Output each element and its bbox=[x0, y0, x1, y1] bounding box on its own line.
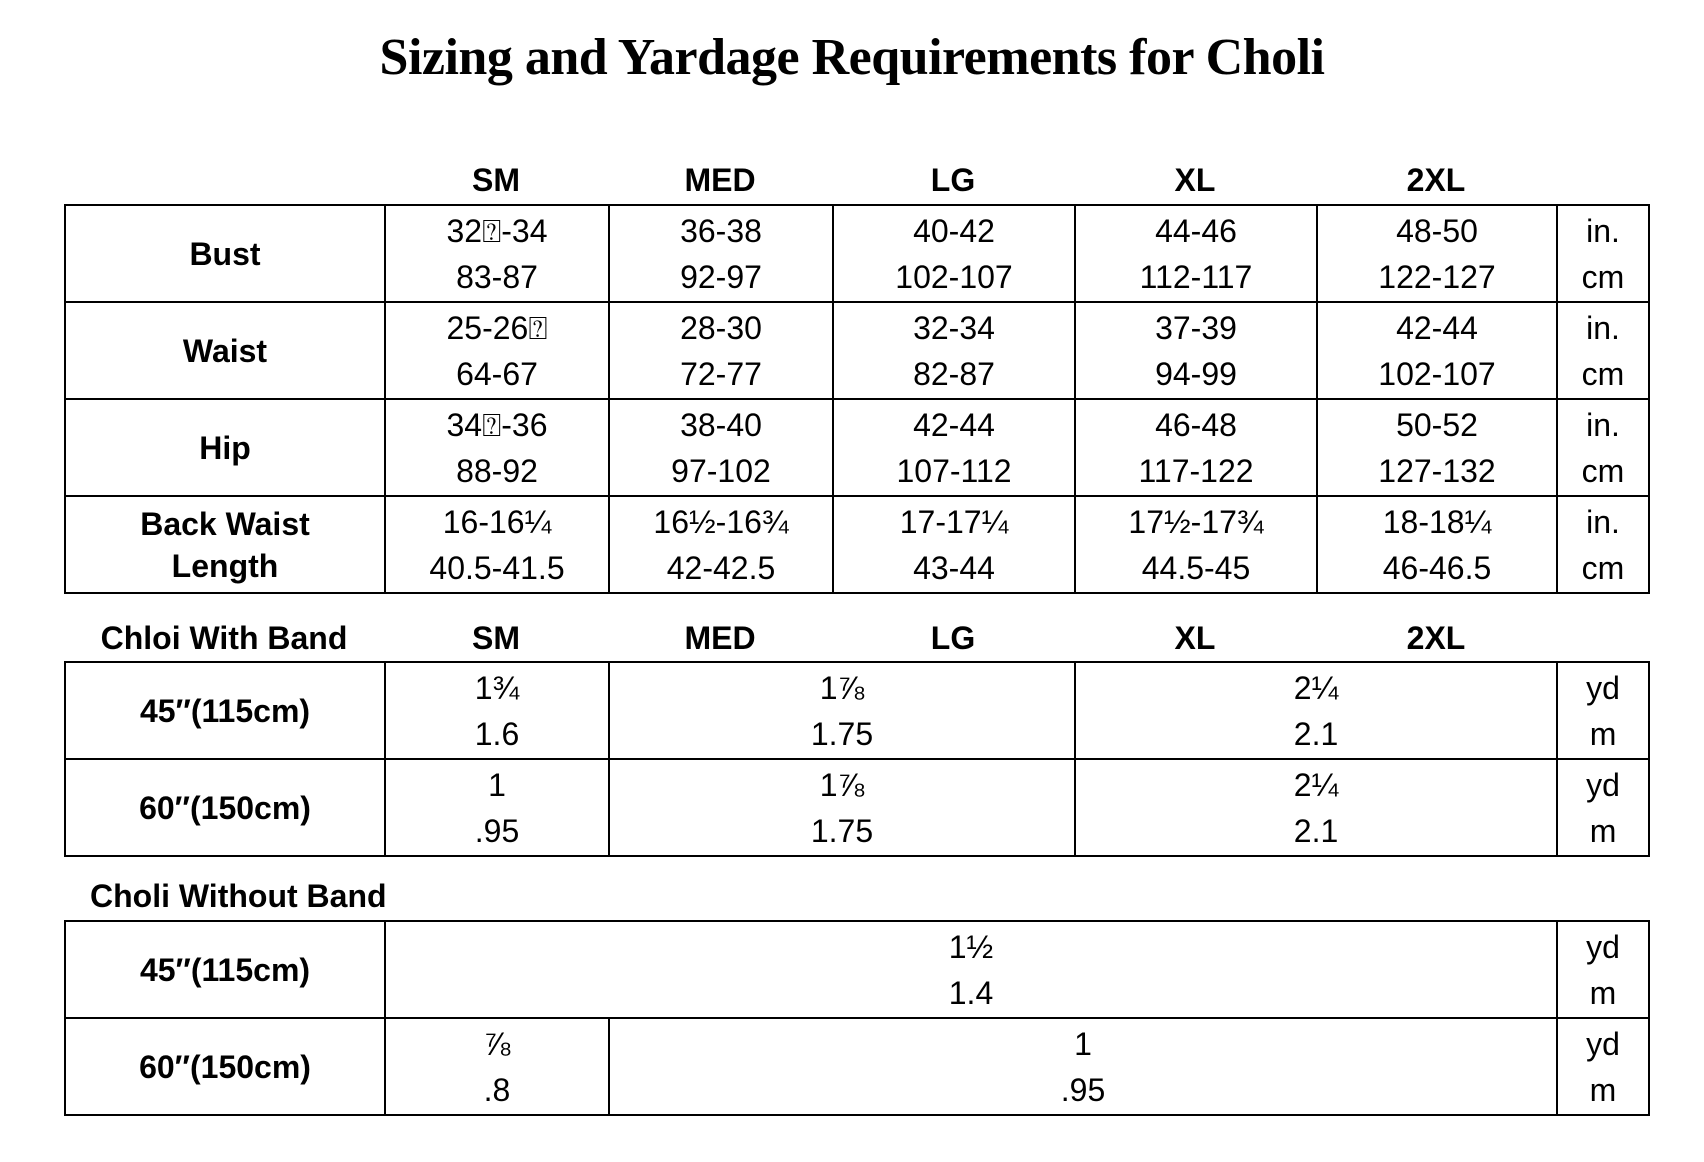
with-band-heading: Chloi With Band bbox=[100, 620, 348, 656]
table-cell: 17-17¼ 43-44 bbox=[833, 496, 1075, 593]
table-cell: 16½-16¾ 42-42.5 bbox=[609, 496, 833, 593]
row-label-back-waist-length: Back Waist Length bbox=[65, 496, 385, 593]
table-cell: 42-44 107-112 bbox=[833, 399, 1075, 496]
size-header-2xl: 2XL bbox=[1406, 620, 1466, 656]
without-band-heading: Choli Without Band bbox=[90, 878, 387, 914]
unit-cell: in. cm bbox=[1557, 399, 1649, 496]
row-label-60in: 60″(150cm) bbox=[65, 1018, 385, 1115]
size-header-xl: XL bbox=[1174, 620, 1216, 656]
table-row bbox=[65, 496, 1649, 593]
size-header-lg: LG bbox=[930, 620, 976, 656]
table-cell: 28-30 72-77 bbox=[609, 302, 833, 399]
row-label-bust: Bust bbox=[65, 205, 385, 302]
table-row bbox=[65, 759, 1649, 856]
unit-cell: yd m bbox=[1557, 1018, 1649, 1115]
table-cell: 1 .95 bbox=[385, 759, 609, 856]
table-cell: 42-44 102-107 bbox=[1317, 302, 1557, 399]
table-cell: 37-39 94-99 bbox=[1075, 302, 1317, 399]
unit-cell: yd m bbox=[1557, 921, 1649, 1018]
page-title: Sizing and Yardage Requirements for Choli bbox=[379, 29, 1325, 86]
size-header-med: MED bbox=[684, 162, 756, 198]
table-row bbox=[65, 205, 1649, 302]
table-row bbox=[65, 662, 1649, 759]
table-cell: 50-52 127-132 bbox=[1317, 399, 1557, 496]
table-cell: 1 .95 bbox=[609, 1018, 1557, 1115]
table-cell: 40-42 102-107 bbox=[833, 205, 1075, 302]
unit-cell: yd m bbox=[1557, 759, 1649, 856]
with-band-table bbox=[64, 661, 1650, 857]
row-label-45in: 45″(115cm) bbox=[65, 921, 385, 1018]
table-cell: 48-50 122-127 bbox=[1317, 205, 1557, 302]
table-row bbox=[65, 302, 1649, 399]
table-cell: 36-38 92-97 bbox=[609, 205, 833, 302]
table-cell: 44-46 112-117 bbox=[1075, 205, 1317, 302]
table-cell: 34⍰-36 88-92 bbox=[385, 399, 609, 496]
row-label-45in: 45″(115cm) bbox=[65, 662, 385, 759]
size-header-xl: XL bbox=[1174, 162, 1216, 198]
sizing-table bbox=[64, 204, 1650, 594]
unit-cell: in. cm bbox=[1557, 302, 1649, 399]
size-header-sm: SM bbox=[472, 620, 520, 656]
table-cell: 32-34 82-87 bbox=[833, 302, 1075, 399]
table-cell: 46-48 117-122 bbox=[1075, 399, 1317, 496]
table-cell: 1⅞ 1.75 bbox=[609, 759, 1075, 856]
size-header-lg: LG bbox=[930, 162, 976, 198]
table-cell: 1½ 1.4 bbox=[385, 921, 1557, 1018]
unit-cell: in. cm bbox=[1557, 205, 1649, 302]
unit-cell: in. cm bbox=[1557, 496, 1649, 593]
table-row bbox=[65, 399, 1649, 496]
table-cell: 32⍰-34 83-87 bbox=[385, 205, 609, 302]
table-cell: 2¼ 2.1 bbox=[1075, 759, 1557, 856]
table-cell: 25-26⍰ 64-67 bbox=[385, 302, 609, 399]
size-header-2xl: 2XL bbox=[1406, 162, 1466, 198]
size-header-sm: SM bbox=[472, 162, 520, 198]
table-cell: ⅞ .8 bbox=[385, 1018, 609, 1115]
table-cell: 38-40 97-102 bbox=[609, 399, 833, 496]
table-cell: 18-18¼ 46-46.5 bbox=[1317, 496, 1557, 593]
table-cell: 1⅞ 1.75 bbox=[609, 662, 1075, 759]
table-row bbox=[65, 1018, 1649, 1115]
table-row bbox=[65, 921, 1649, 1018]
row-label-waist: Waist bbox=[65, 302, 385, 399]
row-label-hip: Hip bbox=[65, 399, 385, 496]
table-cell: 2¼ 2.1 bbox=[1075, 662, 1557, 759]
size-header-med: MED bbox=[684, 620, 756, 656]
table-cell: 16-16¼ 40.5-41.5 bbox=[385, 496, 609, 593]
table-cell: 17½-17¾ 44.5-45 bbox=[1075, 496, 1317, 593]
table-cell: 1¾ 1.6 bbox=[385, 662, 609, 759]
without-band-table bbox=[64, 920, 1650, 1116]
unit-cell: yd m bbox=[1557, 662, 1649, 759]
row-label-60in: 60″(150cm) bbox=[65, 759, 385, 856]
